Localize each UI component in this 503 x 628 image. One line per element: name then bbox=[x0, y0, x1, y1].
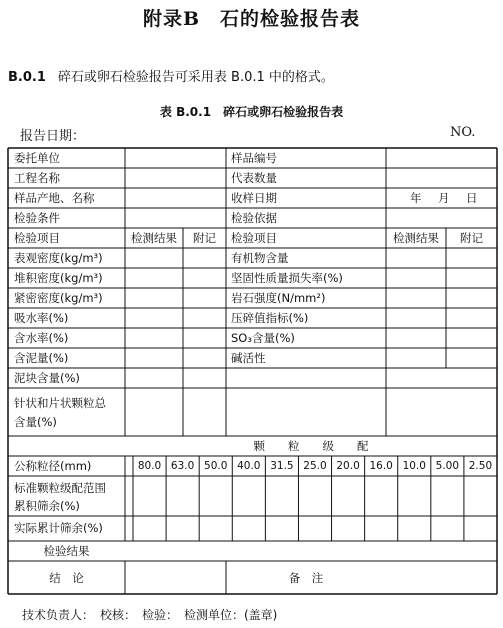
right-item: 有机物含量 bbox=[231, 251, 289, 265]
label-receive-date: 收样日期 bbox=[231, 191, 277, 205]
right-item: 坚固性质量损失率(%) bbox=[231, 271, 343, 285]
right-item: 碱活性 bbox=[231, 351, 266, 365]
conclusion-label: 结 论 bbox=[49, 571, 84, 585]
sieve-size: 63.0 bbox=[170, 460, 195, 472]
sieve-size: 5.00 bbox=[435, 460, 460, 472]
label-quantity: 代表数量 bbox=[231, 171, 277, 185]
left-item: 紧密密度(kg/m³) bbox=[14, 291, 103, 305]
label-basis: 检验依据 bbox=[231, 211, 277, 225]
grading-title: 颗 粒 级 配 bbox=[253, 439, 369, 453]
sieve-size: 80.0 bbox=[137, 460, 162, 472]
sieve-size: 2.50 bbox=[468, 460, 493, 472]
date-year: 年 bbox=[410, 191, 422, 205]
date-month: 月 bbox=[438, 191, 450, 205]
left-item-needle-2: 含量(%) bbox=[14, 415, 57, 429]
sieve-size: 25.0 bbox=[303, 460, 327, 472]
footer-signatures: 技术负责人： 校核： 检验： 检测单位：(盖章) bbox=[22, 608, 278, 622]
header-note-left: 附记 bbox=[193, 231, 216, 245]
header-result-right: 检测结果 bbox=[393, 231, 439, 245]
table-caption: 表 B.0.1 碎石或卵石检验报告表 bbox=[159, 105, 344, 119]
left-item-needle-1: 针状和片状颗粒总 bbox=[14, 396, 106, 410]
header-item-left: 检验项目 bbox=[14, 231, 60, 245]
header-item-right: 检验项目 bbox=[231, 231, 277, 245]
particle-size-label: 公称粒径(mm) bbox=[14, 459, 92, 473]
report-date-label: 报告日期： bbox=[20, 129, 86, 144]
label-origin: 样品产地、名称 bbox=[14, 191, 95, 205]
header-result-left: 检测结果 bbox=[131, 231, 177, 245]
left-item: 表观密度(kg/m³) bbox=[14, 251, 103, 265]
right-item: 岩石强度(N/mm²) bbox=[231, 291, 326, 305]
left-item: 吸水率(%) bbox=[14, 311, 69, 325]
date-day: 日 bbox=[466, 191, 478, 205]
sieve-size: 40.0 bbox=[237, 460, 261, 472]
clause-number: B.0.1 bbox=[8, 70, 46, 85]
report-no-label: NO. bbox=[450, 125, 476, 140]
left-item: 泥块含量(%) bbox=[14, 371, 80, 385]
sieve-size: 20.0 bbox=[336, 460, 360, 472]
sieve-size: 31.5 bbox=[270, 460, 294, 472]
left-item: 含泥量(%) bbox=[14, 351, 69, 365]
label-client: 委托单位 bbox=[14, 151, 60, 165]
right-item: 压碎值指标(%) bbox=[231, 311, 309, 325]
page-title: 附录B 石的检验报告表 bbox=[142, 8, 361, 30]
left-item: 堆积密度(kg/m³) bbox=[14, 271, 103, 285]
sieve-size: 10.0 bbox=[402, 460, 426, 472]
actual-residue-label: 实际累计筛余(%) bbox=[14, 521, 103, 535]
remark-label: 备 注 bbox=[288, 571, 324, 585]
label-conditions: 检验条件 bbox=[14, 211, 60, 225]
sieve-size: 50.0 bbox=[204, 460, 228, 472]
clause-body: 碎石或卵石检验报告可采用表 B.0.1 中的格式。 bbox=[57, 70, 334, 85]
label-sample-no: 样品编号 bbox=[231, 151, 277, 165]
std-range-label-1: 标准颗粒级配范围 bbox=[14, 481, 106, 495]
test-result-label: 检验结果 bbox=[43, 544, 90, 558]
std-range-label-2: 累积筛余(%) bbox=[14, 499, 80, 513]
sieve-size: 16.0 bbox=[369, 460, 393, 472]
right-item: SO₃含量(%) bbox=[231, 331, 295, 345]
label-project: 工程名称 bbox=[14, 171, 60, 185]
header-note-right: 附记 bbox=[460, 231, 483, 245]
left-item: 含水率(%) bbox=[14, 331, 69, 345]
